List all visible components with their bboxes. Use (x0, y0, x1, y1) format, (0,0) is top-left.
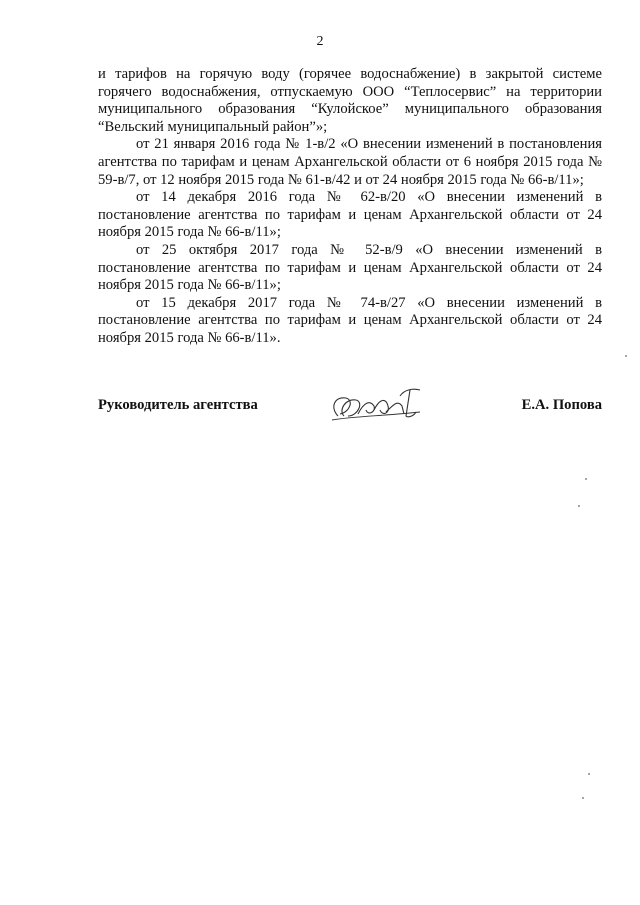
scan-speck (578, 505, 580, 507)
scan-speck (588, 773, 590, 775)
paragraph-continuation: и тарифов на горячую воду (горячее водоснабжение) в закрытой системе горячего водоснабжения, отпускаемую ООО “Теплосервис” на территории муниципального образования “Кулойское” муниципального образования “Вельский муниципальный район”»; (98, 66, 602, 135)
scan-speck (582, 797, 584, 799)
document-body (98, 66, 602, 348)
scan-speck (585, 478, 587, 480)
paragraph-resolution-2017-12: от 15 декабря 2017 года № 74-в/27 «О внесении изменений в постановление агентства по тарифам и ценам Архангельской области от 24 ноября 2015 года № 66-в/11». (98, 294, 602, 346)
paragraph-resolution-2016-01: от 21 января 2016 года № 1-в/2 «О внесении изменений в постановления агентства по тарифам и ценам Архангельской области от 6 ноября 2015 года № 59-в/7, от 12 ноября 2015 года № 61-в/42 и от 24 ноября 2015 года № 66-в/11»; (98, 136, 602, 188)
signature-block (98, 386, 602, 430)
paragraph-resolution-2017-10: от 25 октября 2017 года № 52-в/9 «О внесении изменений в постановление агентства по тарифам и ценам Архангельской области от 24 ноября 2015 года № 66-в/11»; (98, 241, 602, 294)
signatory-title: Руководитель агентства (98, 397, 258, 413)
scan-speck (625, 355, 627, 357)
handwritten-signature (324, 386, 434, 426)
page-number: 2 (316, 34, 324, 49)
signatory-name: Е.А. Попова (521, 397, 602, 413)
paragraph-resolution-2016-12: от 14 декабря 2016 года № 62-в/20 «О внесении изменений в постановление агентства по тарифам и ценам Архангельской области от 24 ноября 2015 года № 66-в/11»; (98, 189, 602, 241)
